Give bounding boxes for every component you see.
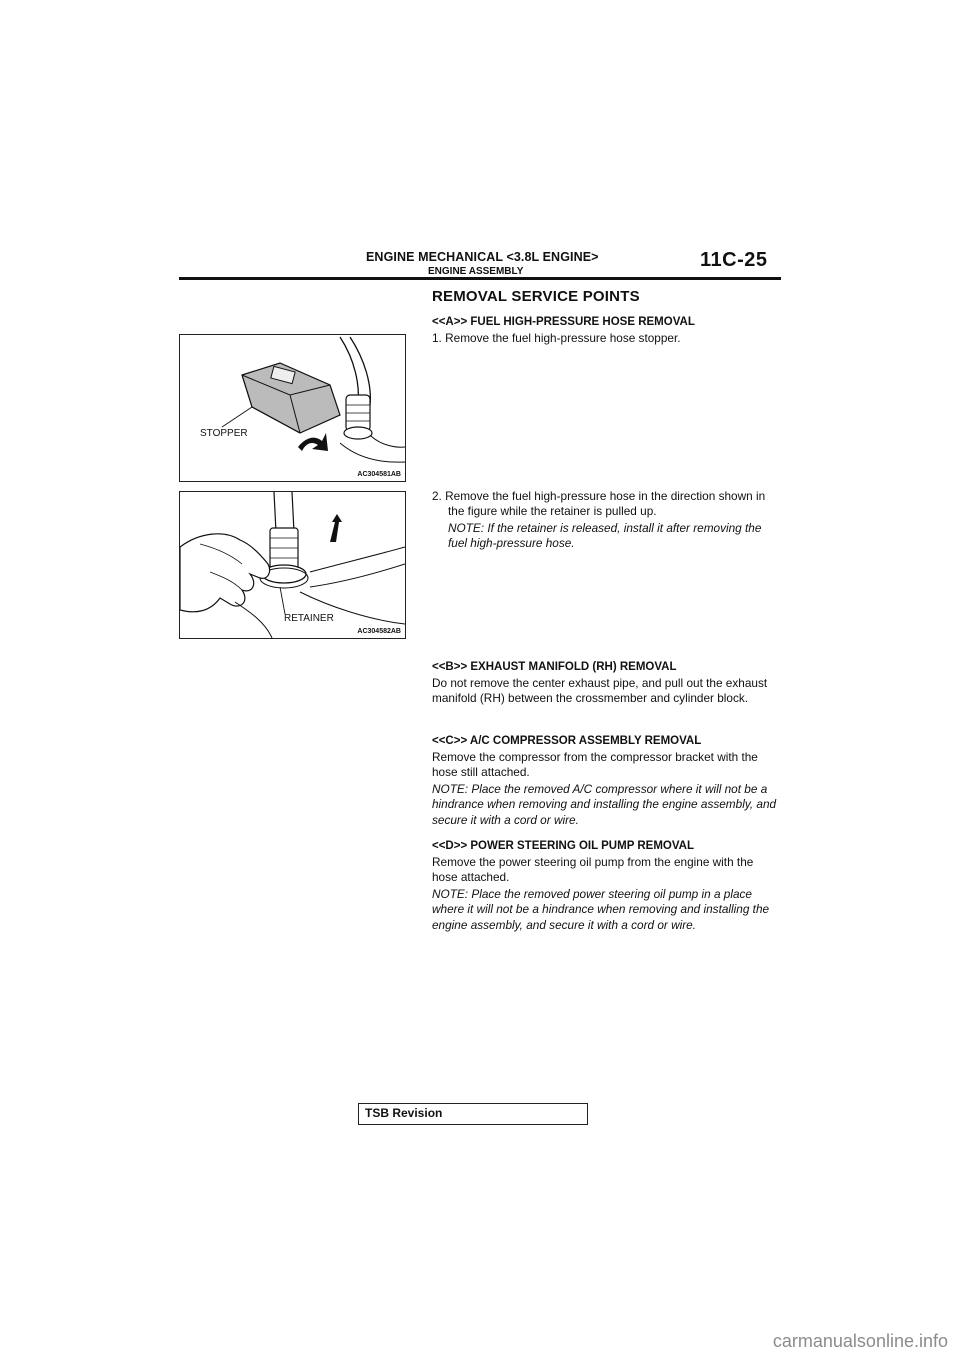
footer-tsb-revision [358, 1103, 588, 1125]
header-subtitle: ENGINE ASSEMBLY [428, 266, 524, 277]
figure-label-retainer: RETAINER [284, 613, 334, 624]
figure-code-1: AC304581AB [357, 471, 401, 478]
figure-code-2: AC304582AB [357, 628, 401, 635]
figure-stopper [179, 334, 406, 482]
heading-fuel-hose-removal: <<A>> FUEL HIGH-PRESSURE HOSE REMOVAL [432, 316, 695, 328]
text-ac-compressor: Remove the compressor from the compressor bracket with the hose still attached. [432, 750, 758, 780]
heading-exhaust-manifold-removal: <<B>> EXHAUST MANIFOLD (RH) REMOVAL [432, 661, 677, 673]
section-title: REMOVAL SERVICE POINTS [432, 288, 640, 305]
heading-ac-compressor-removal: <<C>> A/C COMPRESSOR ASSEMBLY REMOVAL [432, 735, 702, 747]
step-2: 2. Remove the fuel high-pressure hose in the direction shown in the figure while the retainer is pulled up. [432, 489, 766, 519]
step-1: 1. Remove the fuel high-pressure hose stopper. [432, 331, 681, 345]
page-number: 11C-25 [700, 249, 768, 271]
footer-label: TSB Revision [365, 1106, 443, 1120]
note-ac-compressor: NOTE: Place the removed A/C compressor where it will not be a hindrance when removing and installing the engine assembly, and secure it with a cord or wire. [432, 782, 777, 827]
note-retainer: NOTE: If the retainer is released, install it after removing the fuel high-pressure hose. [448, 521, 762, 551]
header-title: ENGINE MECHANICAL <3.8L ENGINE> [366, 250, 599, 264]
stopper-illustration [180, 335, 405, 481]
text-power-steering: Remove the power steering oil pump from the engine with the hose attached. [432, 855, 754, 885]
heading-power-steering-removal: <<D>> POWER STEERING OIL PUMP REMOVAL [432, 840, 694, 852]
header-rule [179, 277, 781, 280]
watermark: carmanualsonline.info [772, 1331, 948, 1351]
figure-label-stopper: STOPPER [200, 428, 248, 439]
figure-retainer [179, 491, 406, 639]
text-exhaust-manifold: Do not remove the center exhaust pipe, and pull out the exhaust manifold (RH) between the crossmember and cylinder block. [432, 676, 768, 706]
note-power-steering: NOTE: Place the removed power steering oil pump in a place where it will not be a hindrance when removing and installing the engine assembly, and secure it with a cord or wire. [432, 887, 770, 932]
